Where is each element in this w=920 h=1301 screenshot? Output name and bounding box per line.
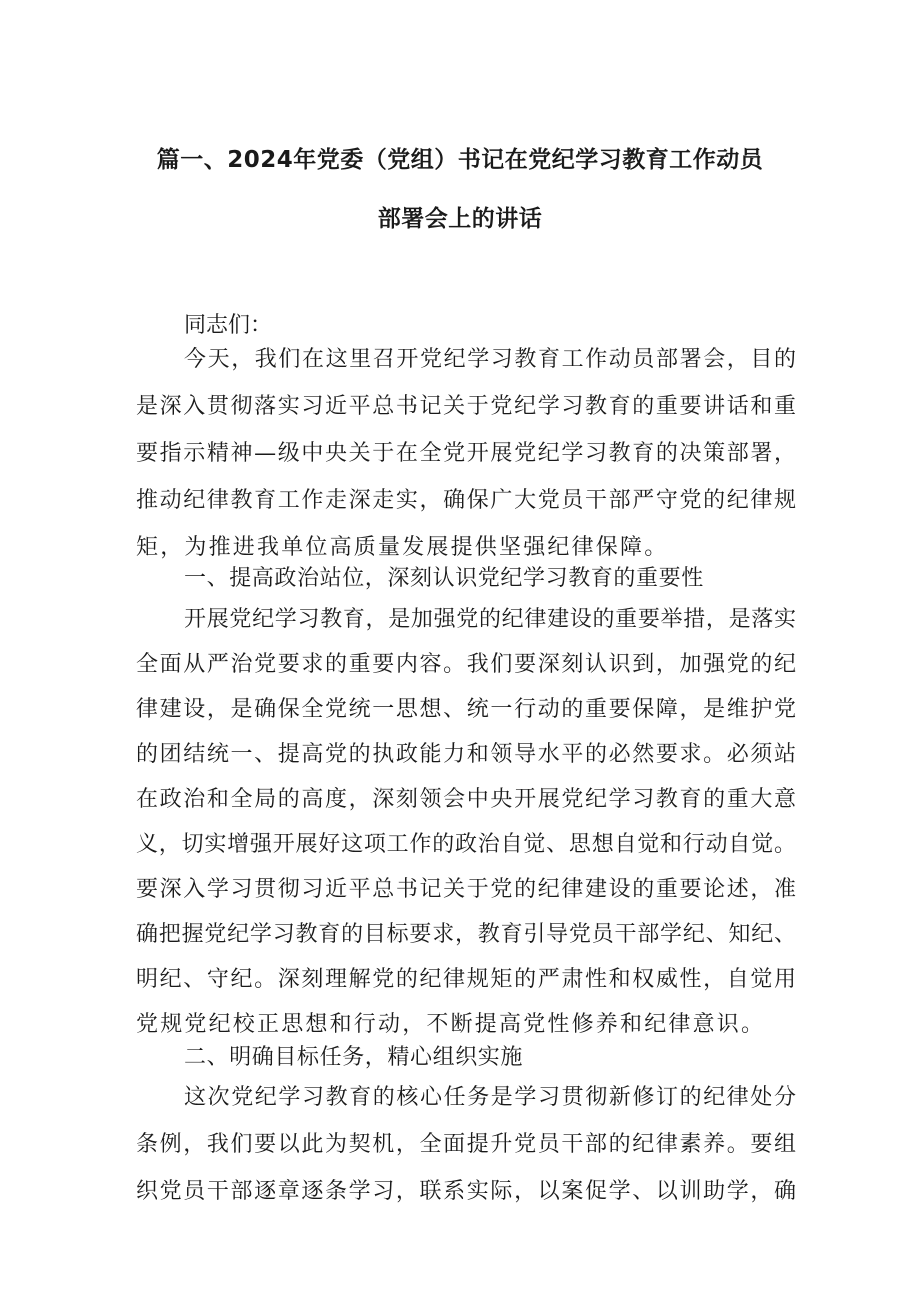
section-1-line: 确把握党纪学习教育的目标要求，教育引导党员干部学纪、知纪、 [136, 922, 796, 947]
section-2-heading: 二、明确目标任务，精心组织实施 [184, 1045, 524, 1070]
intro-line: 是深入贯彻落实习近平总书记关于党纪学习教育的重要讲话和重 [136, 394, 796, 419]
section-1-line: 的团结统一、提高党的执政能力和领导水平的必然要求。必须站 [136, 742, 796, 767]
section-1-heading: 一、提高政治站位，深刻认识党纪学习教育的重要性 [184, 566, 704, 591]
section-1-line: 明纪、守纪。深刻理解党的纪律规矩的严肃性和权威性，自觉用 [136, 967, 796, 992]
section-1-line: 要深入学习贯彻习近平总书记关于党的纪律建设的重要论述，准 [136, 877, 796, 902]
intro-line: 推动纪律教育工作走深走实，确保广大党员干部严守党的纪律规 [136, 488, 796, 513]
section-1-line: 党规党纪校正思想和行动，不断提高党性修养和纪律意识。 [136, 1012, 766, 1037]
intro-line: 要指示精神—级中央关于在全党开展党纪学习教育的决策部署， [136, 441, 796, 466]
section-2-line: 这次党纪学习教育的核心任务是学习贯彻新修订的纪律处分 [184, 1085, 796, 1110]
intro-line: 矩，为推进我单位高质量发展提供坚强纪律保障。 [136, 535, 669, 560]
document-title-line-2: 部署会上的讲话 [377, 206, 543, 232]
intro-line: 今天，我们在这里召开党纪学习教育工作动员部署会，目的 [184, 347, 796, 372]
document-title-line-1: 篇一、2024年党委（党组）书记在党纪学习教育工作动员 [156, 147, 764, 173]
section-1-line: 全面从严治党要求的重要内容。我们要深刻认识到，加强党的纪 [136, 652, 796, 677]
salutation: 同志们： [184, 313, 273, 338]
section-2-line: 条例，我们要以此为契机，全面提升党员干部的纪律素养。要组 [136, 1132, 796, 1157]
section-1-line: 开展党纪学习教育，是加强党的纪律建设的重要举措，是落实 [184, 607, 796, 632]
section-1-line: 义，切实增强开展好这项工作的政治自觉、思想自觉和行动自觉。 [136, 832, 796, 857]
section-1-line: 律建设，是确保全党统一思想、统一行动的重要保障，是维护党 [136, 697, 796, 722]
section-1-line: 在政治和全局的高度，深刻领会中央开展党纪学习教育的重大意 [136, 787, 796, 812]
section-2-line: 织党员干部逐章逐条学习，联系实际，以案促学、以训助学，确 [136, 1179, 796, 1204]
